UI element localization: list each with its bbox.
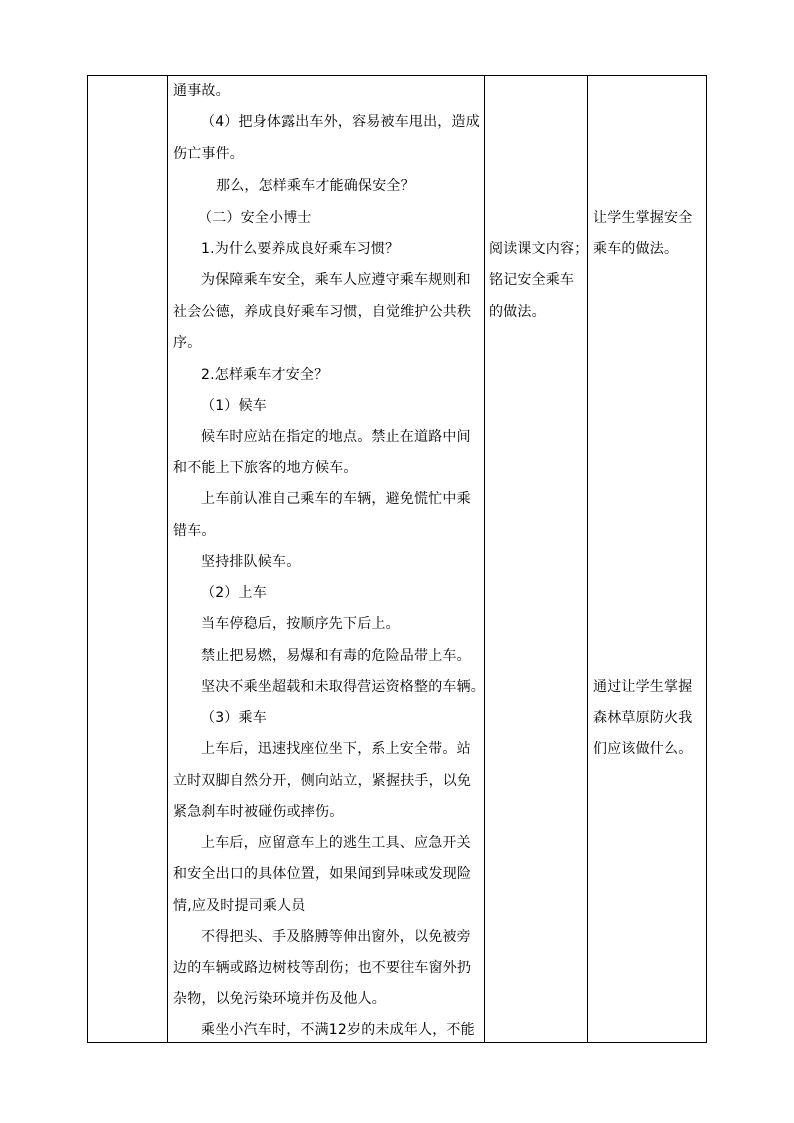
column-divider [484, 76, 485, 1042]
content-line: （二）安全小博士 [198, 210, 312, 226]
content-line: 社会公德，养成良好乘车习惯，自觉维护公共秩 [173, 304, 472, 320]
student-line: 阅读课文内容； [489, 241, 589, 257]
intent-line: 森林草原防火我 [593, 710, 693, 726]
content-line: （1）候车 [201, 398, 267, 414]
content-line: 坚决不乘坐超载和未取得营运资格整的车辆。 [201, 679, 485, 695]
content-line: （3）乘车 [201, 710, 267, 726]
content-line: （4）把身体露出车外，容易被车甩出，造成 [201, 114, 480, 130]
content-line: 上车后，迅速找座位坐下，系上安全带。站 [201, 741, 471, 757]
content-line: 情,应及时提司乘人员 [173, 898, 306, 914]
content-line: （2）上车 [201, 585, 267, 601]
content-line: 杂物，以免污染环境并伤及他人。 [173, 991, 386, 1007]
lesson-plan-table [87, 75, 707, 1043]
content-line: 序。 [173, 335, 202, 351]
student-line: 的做法。 [489, 304, 546, 320]
content-line: 坚持排队候车。 [201, 554, 301, 570]
content-line: 通事故。 [173, 83, 230, 99]
content-line: 2.怎样乘车才安全？ [201, 367, 329, 383]
intent-line: 们应该做什么。 [593, 741, 693, 757]
content-line: 上车前认准自己乘车的车辆，避免慌忙中乘 [201, 491, 471, 507]
intent-line: 通过让学生掌握 [593, 679, 693, 695]
content-line: 和不能上下旅客的地方候车。 [173, 460, 358, 476]
column-divider [587, 76, 588, 1042]
content-line: 错车。 [173, 523, 216, 539]
content-line: 紧急刹车时被碰伤或摔伤。 [173, 804, 344, 820]
content-line: 禁止把易燃，易爆和有毒的危险品带上车。 [201, 648, 471, 664]
student-line: 铭记安全乘车 [489, 272, 575, 288]
content-line: 边的车辆或路边树枝等刮伤；也不要往车窗外扔 [173, 960, 472, 976]
content-line: 和安全出口的具体位置，如果闻到异味或发现险 [173, 866, 472, 882]
content-line: 候车时应站在指定的地点。禁止在道路中间 [201, 429, 471, 445]
content-line: 为保障乘车安全，乘车人应遵守乘车规则和 [201, 272, 471, 288]
content-line: 不得把头、手及胳膊等伸出窗外，以免被旁 [201, 929, 471, 945]
column-divider [167, 76, 168, 1042]
content-line: 乘坐小汽车时，不满12岁的未成年人，不能 [201, 1022, 475, 1038]
intent-line: 乘车的做法。 [593, 241, 679, 257]
intent-line: 让学生掌握安全 [593, 210, 693, 226]
content-line: 伤亡事件。 [173, 146, 244, 162]
content-line: 当车停稳后，按顺序先下后上。 [201, 616, 400, 632]
content-line: 立时双脚自然分开，侧向站立，紧握扶手，以免 [173, 773, 472, 789]
content-line: 上车后，应留意车上的逃生工具、应急开关 [201, 835, 471, 851]
content-line: 1.为什么要养成良好乘车习惯？ [201, 241, 400, 257]
content-line: 那么，怎样乘车才能确保安全？ [216, 178, 415, 194]
